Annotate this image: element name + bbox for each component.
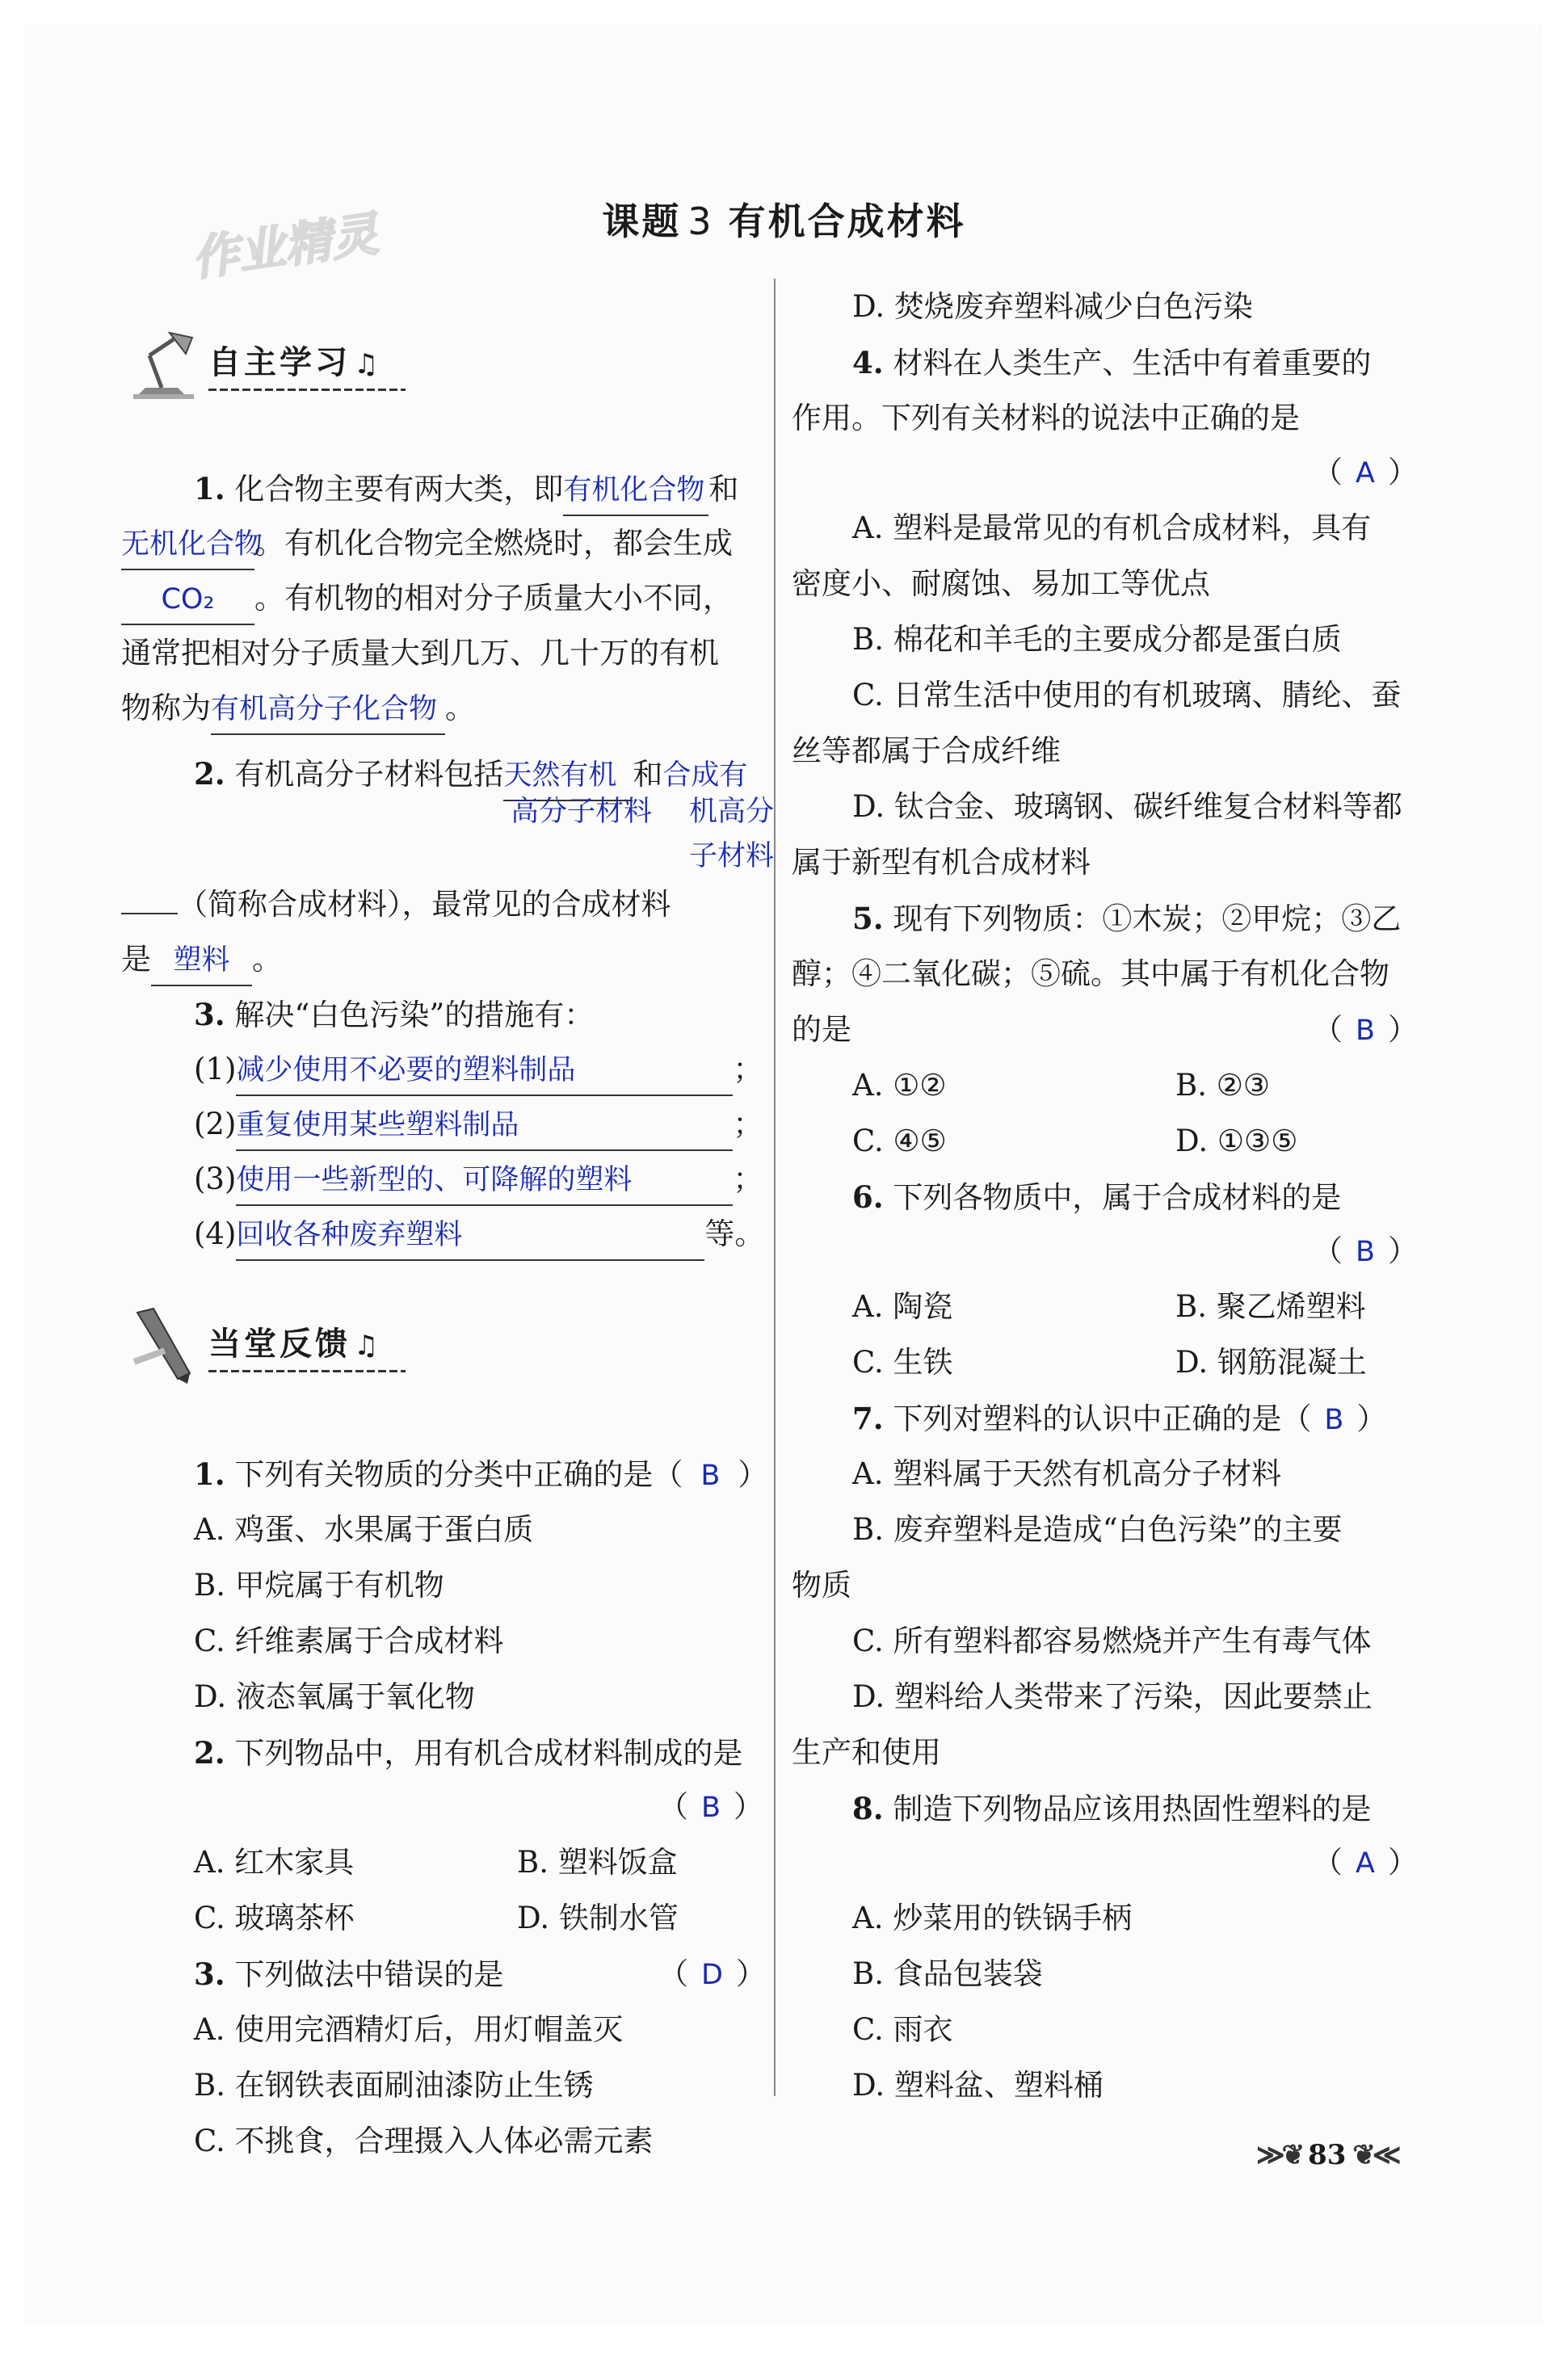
f8-option-b: B. 食品包装袋 — [852, 1956, 1043, 1991]
f6-option-c: C. 生铁 — [852, 1345, 953, 1380]
flourish-right-icon: ❦≪ — [1352, 2139, 1398, 2171]
f4-line1: 4. 材料在人类生产、生活中有着重要的 — [852, 345, 1372, 380]
desk-lamp-icon — [129, 323, 202, 404]
f3-question: 3. 下列做法中错误的是 — [194, 1956, 504, 1992]
f1-question: 1. 下列有关物质的分类中正确的是（ B ） — [194, 1456, 768, 1492]
music-note-icon: ♫ — [354, 1329, 382, 1362]
f7-option-d-cont: 生产和使用 — [792, 1735, 941, 1770]
f5-answer: （ B ） — [1313, 1012, 1419, 1047]
f4-line2: 作用。下列有关材料的说法中正确的是 — [792, 401, 1300, 435]
f4-option-c-cont: 丝等都属于合成纤维 — [792, 733, 1061, 768]
column-divider — [774, 279, 776, 2096]
f2-option-b: B. 塑料饭盒 — [517, 1845, 678, 1880]
f1-option-b: B. 甲烷属于有机物 — [194, 1568, 444, 1603]
q2-answer-cont2: 机高分 — [689, 796, 775, 828]
q1-line2: 无机化合物。有机化合物完全燃烧时，都会生成 — [121, 519, 733, 568]
q1-line5: 物称为有机高分子化合物 。 — [121, 684, 475, 733]
f6-option-a: A. 陶瓷 — [852, 1289, 953, 1324]
f5-line3: 的是 — [792, 1012, 851, 1047]
section-feedback: 当堂反馈 ♫ — [129, 1305, 381, 1385]
q3-item-3: (3)使用一些新型的、可降解的塑料 ； — [194, 1155, 763, 1204]
q2-answer-cont3: 子材料 — [689, 840, 775, 872]
f4-option-a: A. 塑料是最常见的有机合成材料，具有 — [852, 511, 1372, 545]
f5-line2: 醇；④二氧化碳；⑤硫。其中属于有机化合物 — [792, 956, 1389, 991]
page-title: 课题 3 有机合成材料 — [602, 200, 966, 243]
q2-line3: （简称合成材料），最常见的合成材料 — [121, 880, 671, 929]
f6-answer: （ B ） — [1313, 1233, 1419, 1268]
f1-option-d: D. 液态氧属于氧化物 — [194, 1679, 475, 1714]
f3-option-d: D. 焚烧废弃塑料减少白色污染 — [852, 289, 1253, 324]
music-note-icon: ♫ — [354, 347, 382, 380]
q2-answer-cont1: 高分子材料 — [511, 796, 653, 828]
flourish-left-icon: ≫❦ — [1256, 2139, 1302, 2171]
f2-option-a: A. 红木家具 — [194, 1845, 355, 1880]
f2-answer: （ B ） — [658, 1789, 764, 1824]
page-number: ≫❦ 83 ❦≪ — [1256, 2139, 1398, 2171]
q3-item-1: (1)减少使用不必要的塑料制品 ； — [194, 1045, 763, 1094]
q1-line3: CO₂ 。有机物的相对分子质量大小不同， — [121, 574, 733, 623]
f7-question: 7. 下列对塑料的认识中正确的是（ B ） — [852, 1401, 1387, 1436]
f3-option-b: B. 在钢铁表面刷油漆防止生锈 — [194, 2068, 594, 2103]
f5-line1: 5. 现有下列物质：①木炭；②甲烷；③乙 — [852, 901, 1402, 936]
pen-icon — [129, 1305, 202, 1385]
f7-option-c: C. 所有塑料都容易燃烧并产生有毒气体 — [852, 1624, 1372, 1658]
section-self-study: 自主学习 ♫ — [129, 323, 381, 404]
watermark-logo: 作业精灵 — [188, 206, 382, 287]
f4-option-b: B. 棉花和羊毛的主要成分都是蛋白质 — [852, 622, 1342, 657]
q1-line1: 1. 化合物主要有两大类，即有机化合物 和 — [194, 464, 738, 513]
f5-option-d: D. ①③⑤ — [1175, 1124, 1298, 1158]
q3-item-4: (4)回收各种废弃塑料 等。 — [194, 1210, 764, 1258]
f8-option-c: C. 雨衣 — [852, 2012, 953, 2047]
f5-option-a: A. ①② — [852, 1068, 947, 1103]
f2-question: 2. 下列物品中，用有机合成材料制成的是 — [194, 1735, 743, 1771]
f3-answer: （ D ） — [658, 1956, 766, 1991]
f7-option-b-cont: 物质 — [792, 1568, 851, 1603]
q2-line4: 是 塑料 。 — [121, 935, 282, 984]
f4-option-c: C. 日常生活中使用的有机玻璃、腈纶、蚕 — [852, 678, 1402, 712]
f6-option-d: D. 钢筋混凝土 — [1175, 1345, 1367, 1380]
f7-option-b: B. 废弃塑料是造成“白色污染”的主要 — [852, 1512, 1343, 1547]
f8-option-d: D. 塑料盆、塑料桶 — [852, 2068, 1103, 2103]
f4-answer: （ A ） — [1313, 455, 1418, 490]
q2-line1: 2. 有机高分子材料包括天然有机 和合成有 — [194, 750, 747, 798]
f2-option-d: D. 铁制水管 — [517, 1901, 679, 1935]
f4-option-d: D. 钛合金、玻璃钢、碳纤维复合材料等都 — [852, 789, 1402, 824]
f7-option-a: A. 塑料属于天然有机高分子材料 — [852, 1456, 1282, 1491]
f6-option-b: B. 聚乙烯塑料 — [1175, 1289, 1366, 1324]
f8-question: 8. 制造下列物品应该用热固性塑料的是 — [852, 1791, 1372, 1826]
q1-line4: 通常把相对分子质量大到几万、几十万的有机 — [121, 636, 719, 670]
f2-option-c: C. 玻璃茶杯 — [194, 1901, 355, 1935]
f3-option-c: C. 不挑食，合理摄入人体必需元素 — [194, 2124, 654, 2158]
q3-item-2: (2)重复使用某些塑料制品 ； — [194, 1100, 763, 1149]
f7-option-d: D. 塑料给人类带来了污染，因此要禁止 — [852, 1679, 1373, 1714]
f4-option-d-cont: 属于新型有机合成材料 — [792, 845, 1091, 880]
f4-option-a-cont: 密度小、耐腐蚀、易加工等优点 — [792, 566, 1210, 601]
f1-option-a: A. 鸡蛋、水果属于蛋白质 — [194, 1512, 534, 1547]
f5-option-c: C. ④⑤ — [852, 1124, 947, 1158]
f8-answer: （ A ） — [1313, 1845, 1418, 1880]
f1-option-c: C. 纤维素属于合成材料 — [194, 1624, 504, 1658]
f8-option-a: A. 炒菜用的铁锅手柄 — [852, 1901, 1133, 1935]
q3-line1: 3. 解决“白色污染”的措施有： — [194, 997, 595, 1032]
f5-option-b: B. ②③ — [1175, 1068, 1271, 1103]
f6-question: 6. 下列各物质中，属于合成材料的是 — [852, 1179, 1342, 1215]
f3-option-a: A. 使用完酒精灯后，用灯帽盖灭 — [194, 2012, 624, 2047]
